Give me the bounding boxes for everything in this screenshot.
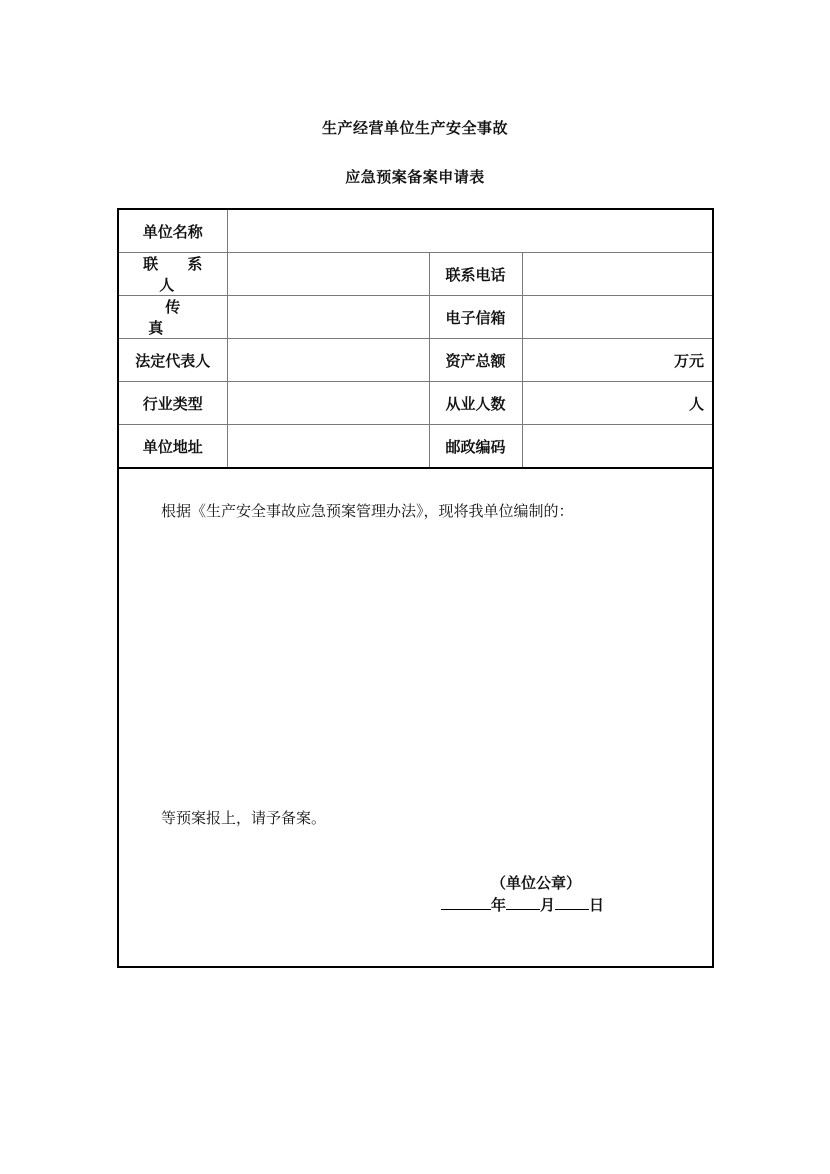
legal-rep-label: 法定代表人: [119, 339, 227, 382]
fax-label: 传 真: [119, 296, 227, 339]
table-row: [119, 210, 712, 253]
legal-rep-field[interactable]: [227, 339, 429, 382]
month-label: 月: [540, 896, 556, 914]
fax-field[interactable]: [227, 296, 429, 339]
document-title: 生产经营单位生产安全事故: [321, 119, 508, 137]
table-row: [119, 296, 712, 339]
year-blank[interactable]: [441, 895, 491, 910]
table-row: [119, 339, 712, 382]
unit-address-field[interactable]: [227, 425, 429, 469]
industry-type-field[interactable]: [227, 382, 429, 425]
day-label: 日: [589, 896, 605, 914]
table-row: [119, 425, 712, 469]
closing-text: 等预案报上，请予备案。: [161, 809, 327, 827]
email-field[interactable]: [522, 296, 712, 339]
unit-name-label: 单位名称: [119, 210, 227, 253]
postal-code-field[interactable]: [522, 425, 712, 469]
table-row: [119, 253, 712, 296]
contact-phone-field[interactable]: [522, 253, 712, 296]
declaration-text: 根据《生产安全事故应急预案管理办法》，现将我单位编制的：: [161, 502, 574, 520]
employee-count-field[interactable]: 人: [522, 382, 712, 425]
contact-phone-label: 联系电话: [429, 253, 522, 296]
contact-person-field[interactable]: [227, 253, 429, 296]
day-blank[interactable]: [555, 895, 589, 910]
postal-code-label: 邮政编码: [429, 425, 522, 469]
application-form: [117, 208, 714, 968]
table-row: [119, 382, 712, 425]
month-blank[interactable]: [506, 895, 540, 910]
document-subtitle: 应急预案备案申请表: [345, 168, 485, 186]
employee-count-label: 从业人数: [429, 382, 522, 425]
total-assets-label: 资产总额: [429, 339, 522, 382]
industry-type-label: 行业类型: [119, 382, 227, 425]
contact-person-label: 联 系 人: [119, 253, 227, 296]
total-assets-field[interactable]: 万元: [522, 339, 712, 382]
unit-seal-label: （单位公章）: [491, 874, 582, 892]
date-line: [441, 894, 604, 915]
email-label: 电子信箱: [429, 296, 522, 339]
unit-address-label: 单位地址: [119, 425, 227, 469]
unit-name-field[interactable]: [227, 210, 712, 253]
year-label: 年: [491, 896, 507, 914]
info-table: [119, 210, 712, 469]
